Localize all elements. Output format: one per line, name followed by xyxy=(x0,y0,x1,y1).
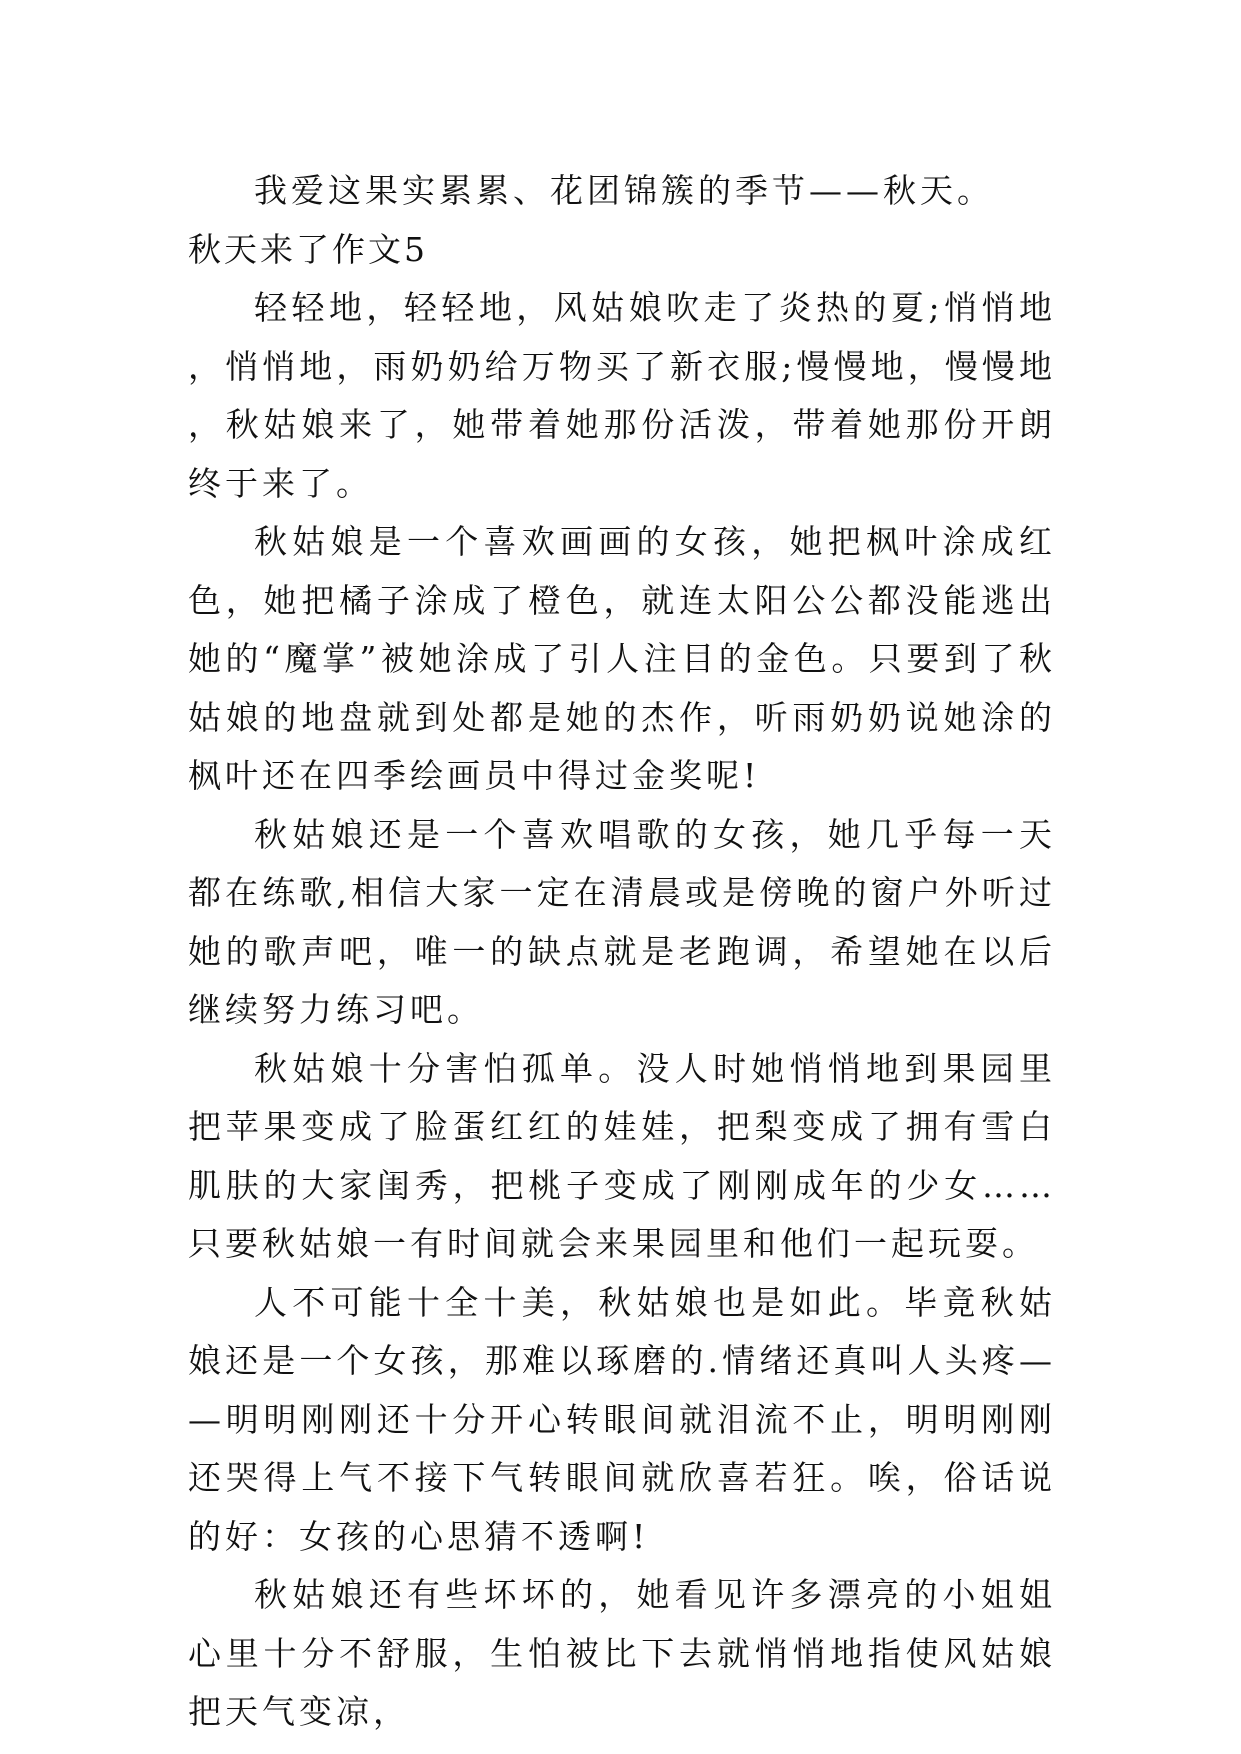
paragraph-3: 秋姑娘还是一个喜欢唱歌的女孩，她几乎每一天都在练歌,相信大家一定在清晨或是傍晚的窗户外听过她的歌声吧，唯一的缺点就是老跑调，希望她在以后继续努力练习吧。 xyxy=(188,814,1056,1029)
paragraph-5: 人不可能十全十美，秋姑娘也是如此。毕竟秋姑娘还是一个女孩，那难以琢磨的.情绪还真叫人头疼——明明刚刚还十分开心转眼间就泪流不止，明明刚刚还哭得上气不接下气转眼间就欣喜若狂。唉，俗话说的好：女孩的心思猜不透啊! xyxy=(188,1282,1056,1556)
essay-title: 秋天来了作文5 xyxy=(188,229,428,269)
paragraph-1: 轻轻地，轻轻地，风姑娘吹走了炎热的夏;悄悄地，悄悄地，雨奶奶给万物买了新衣服;慢慢地，慢慢地，秋姑娘来了，她带着她那份活泼，带着她那份开朗终于来了。 xyxy=(188,288,1056,503)
paragraph-6: 秋姑娘还有些坏坏的，她看见许多漂亮的小姐姐心里十分不舒服，生怕被比下去就悄悄地指使风姑娘把天气变凉， xyxy=(188,1575,1056,1731)
paragraph-intro-closing: 我爱这果实累累、花团锦簇的季节——秋天。 xyxy=(254,171,994,210)
paragraph-2: 秋姑娘是一个喜欢画画的女孩，她把枫叶涂成红色，她把橘子涂成了橙色，就连太阳公公都没能逃出她的“魔掌”被她涂成了引人注目的金色。只要到了秋姑娘的地盘就到处都是她的杰作，听雨奶奶说她涂的枫叶还在四季绘画员中得过金奖呢! xyxy=(188,522,1056,795)
document-body xyxy=(188,162,1056,1742)
paragraph-4: 秋姑娘十分害怕孤单。没人时她悄悄地到果园里把苹果变成了脸蛋红红的娃娃，把梨变成了拥有雪白肌肤的大家闺秀，把桃子变成了刚刚成年的少女……只要秋姑娘一有时间就会来果园里和他们一起玩耍。 xyxy=(188,1048,1056,1263)
